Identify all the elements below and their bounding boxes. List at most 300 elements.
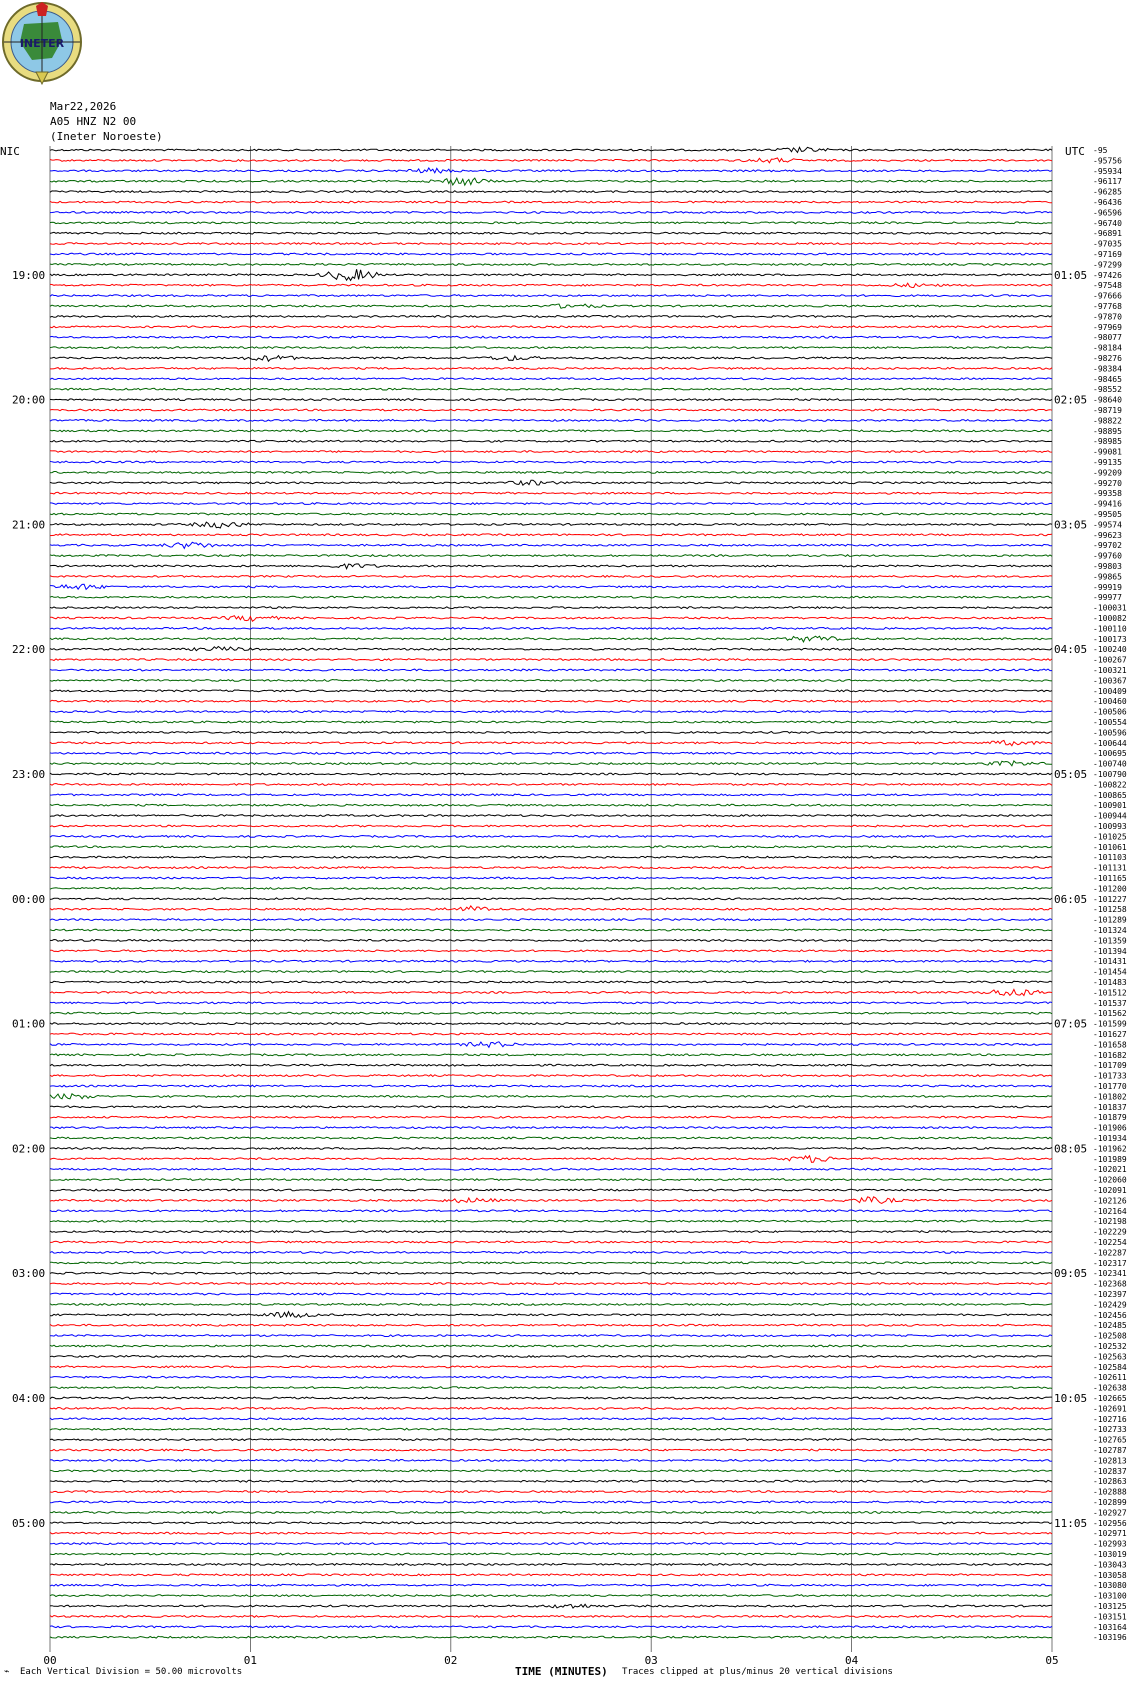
trace-line [50, 503, 1052, 505]
trace-offset-label: -101837 [1093, 1102, 1127, 1112]
trace-offset-label: -101512 [1093, 988, 1127, 998]
trace-line [50, 564, 1052, 569]
trace-line [50, 1480, 1052, 1482]
trace-offset-label: -102060 [1093, 1175, 1127, 1185]
x-tick-label: 03 [644, 1654, 658, 1667]
trace-offset-label: -99702 [1093, 541, 1122, 551]
trace-offset-label: -102691 [1093, 1404, 1127, 1414]
trace-offset-label: -102532 [1093, 1342, 1127, 1351]
trace-offset-label: -102638 [1093, 1383, 1127, 1393]
trace-offset-label: -96436 [1093, 198, 1122, 207]
trace-line [50, 1543, 1052, 1545]
trace-line [50, 1397, 1052, 1399]
trace-offset-label: -102665 [1093, 1394, 1127, 1403]
trace-line [50, 522, 1052, 528]
trace-offset-label: -98719 [1093, 406, 1122, 415]
trace-line [50, 1137, 1052, 1139]
trace-offset-label: -96117 [1093, 177, 1122, 187]
trace-offset-label: -99505 [1093, 510, 1122, 519]
trace-offset-label: -99803 [1093, 562, 1122, 571]
trace-offset-label: -102198 [1093, 1217, 1127, 1227]
clip-note: Traces clipped at plus/minus 20 vertical divisions [622, 1667, 893, 1677]
trace-offset-label: -101627 [1093, 1030, 1127, 1039]
trace-line [50, 1584, 1052, 1586]
trace-line [50, 492, 1052, 494]
trace-offset-label: -97426 [1093, 270, 1122, 280]
trace-line [50, 253, 1052, 255]
trace-line [50, 1626, 1052, 1628]
trace-offset-label: -102254 [1093, 1238, 1127, 1247]
trace-offset-label: -101682 [1093, 1050, 1127, 1060]
network-name: (Ineter Noroeste) [50, 130, 163, 143]
trace-line [50, 898, 1052, 900]
trace-line [50, 1387, 1052, 1389]
trace-line [50, 1418, 1052, 1420]
trace-line [50, 1553, 1052, 1555]
trace-line [50, 669, 1052, 671]
trace-offset-label: -101709 [1093, 1061, 1127, 1071]
trace-offset-label: -100596 [1093, 728, 1127, 738]
trace-line [50, 700, 1052, 702]
trace-line [50, 201, 1052, 203]
trace-offset-label: -100695 [1093, 749, 1127, 759]
trace-line [50, 1106, 1052, 1108]
trace-offset-label: -101165 [1093, 874, 1127, 883]
trace-line [50, 232, 1052, 234]
trace-offset-label: -103058 [1093, 1570, 1127, 1580]
trace-offset-label: -100901 [1093, 801, 1127, 811]
trace-offset-label: -102091 [1093, 1186, 1127, 1195]
trace-line [50, 1335, 1052, 1337]
trace-offset-label: -102563 [1093, 1352, 1127, 1362]
trace-offset-label: -99623 [1093, 530, 1122, 540]
trace-offset-label: -101733 [1093, 1071, 1127, 1081]
trace-line [50, 628, 1052, 630]
trace-offset-label: -102837 [1093, 1466, 1127, 1476]
trace-offset-label: -102716 [1093, 1414, 1127, 1424]
trace-offset-label: -101200 [1093, 884, 1127, 894]
trace-offset-label: -99081 [1093, 447, 1122, 457]
trace-offset-label: -102341 [1093, 1269, 1127, 1279]
x-tick-label: 00 [43, 1654, 57, 1667]
trace-line [50, 1127, 1052, 1129]
trace-line [50, 461, 1052, 463]
trace-offset-label: -101258 [1093, 905, 1127, 915]
trace-line [50, 222, 1052, 224]
trace-offset-label: -97169 [1093, 250, 1122, 259]
trace-line [50, 659, 1052, 661]
trace-line [50, 1241, 1052, 1243]
trace-offset-label: -101962 [1093, 1144, 1127, 1154]
trace-offset-label: -101289 [1093, 915, 1127, 925]
trace-line [50, 616, 1052, 622]
trace-line [50, 1324, 1052, 1326]
trace-line [50, 740, 1052, 745]
trace-offset-label: -97548 [1093, 281, 1122, 291]
trace-group [50, 147, 1052, 1638]
trace-offset-label: -97768 [1093, 302, 1122, 311]
trace-offset-label: -97969 [1093, 322, 1122, 332]
trace-offset-label: -101103 [1093, 853, 1127, 863]
local-hour-label: 22:00 [12, 643, 46, 657]
trace-offset-label: -102787 [1093, 1446, 1127, 1455]
trace-line [50, 1094, 1052, 1099]
trace-line [50, 555, 1052, 557]
trace-line [50, 1366, 1052, 1368]
trace-line [50, 1522, 1052, 1524]
trace-line [50, 378, 1052, 380]
trace-offset-label: -102813 [1093, 1456, 1127, 1466]
trace-line [50, 1189, 1052, 1191]
trace-line [50, 347, 1052, 349]
trace-offset-label: -99919 [1093, 582, 1122, 592]
local-hour-label: 20:00 [12, 393, 46, 407]
trace-line [50, 430, 1052, 432]
label-group [0, 145, 1127, 1667]
trace-offset-label: -103100 [1093, 1591, 1127, 1601]
trace-line [50, 1616, 1052, 1618]
trace-line [50, 989, 1052, 995]
trace-offset-label: -100173 [1093, 634, 1127, 644]
trace-line [50, 1064, 1052, 1066]
trace-line [50, 584, 1052, 589]
trace-line [50, 1564, 1052, 1566]
trace-line [50, 752, 1052, 754]
trace-line [50, 480, 1052, 485]
trace-offset-label: -96740 [1093, 218, 1122, 228]
trace-offset-label: -97299 [1093, 260, 1122, 270]
trace-line [50, 1220, 1052, 1222]
trace-line [50, 1636, 1052, 1638]
trace-line [50, 761, 1052, 766]
trace-offset-label: -99416 [1093, 499, 1122, 509]
trace-line [50, 1293, 1052, 1295]
trace-offset-label: -103125 [1093, 1602, 1127, 1611]
trace-offset-label: -101394 [1093, 946, 1127, 956]
trace-offset-label: -101359 [1093, 936, 1127, 946]
trace-line [50, 1210, 1052, 1212]
trace-offset-label: -101537 [1093, 998, 1127, 1008]
trace-line [50, 1197, 1052, 1204]
trace-offset-label: -100644 [1093, 738, 1127, 748]
trace-line [50, 1460, 1052, 1462]
trace-offset-label: -101131 [1093, 863, 1127, 873]
trace-line [50, 440, 1052, 442]
trace-line [50, 784, 1052, 786]
trace-line [50, 1168, 1052, 1170]
trace-offset-label: -98552 [1093, 385, 1122, 395]
trace-line [50, 981, 1052, 983]
trace-line [50, 368, 1052, 370]
trace-line [50, 243, 1052, 245]
trace-offset-label: -96596 [1093, 208, 1122, 218]
trace-offset-label: -99574 [1093, 520, 1122, 530]
trace-line [50, 1439, 1052, 1441]
trace-offset-label: -100740 [1093, 759, 1127, 769]
trace-offset-label: -99209 [1093, 468, 1122, 478]
trace-offset-label: -100993 [1093, 822, 1127, 831]
trace-line [50, 269, 1052, 280]
trace-line [50, 576, 1052, 578]
trace-line [50, 316, 1052, 318]
trace-offset-label: -101879 [1093, 1113, 1127, 1123]
trace-line [50, 711, 1052, 713]
trace-offset-label: -101061 [1093, 842, 1127, 852]
trace-line [50, 1428, 1052, 1430]
trace-line [50, 960, 1052, 962]
local-hour-label: 00:00 [12, 892, 46, 906]
trace-offset-label: -98895 [1093, 426, 1122, 436]
trace-line [50, 304, 1052, 308]
trace-line [50, 732, 1052, 734]
logo-text: INETER [19, 37, 65, 50]
trace-offset-label: -102368 [1093, 1279, 1127, 1289]
trace-offset-label: -98276 [1093, 354, 1122, 363]
trace-offset-label: -102021 [1093, 1165, 1127, 1175]
local-hour-label: 02:00 [12, 1142, 46, 1156]
x-tick-label: 02 [444, 1654, 458, 1667]
trace-line [50, 1033, 1052, 1035]
trace-line [50, 1272, 1052, 1274]
trace-offset-label: -103019 [1093, 1550, 1127, 1559]
trace-line [50, 815, 1052, 817]
trace-offset-label: -102765 [1093, 1435, 1127, 1445]
trace-offset-label: -98985 [1093, 437, 1122, 447]
trace-offset-label: -101658 [1093, 1040, 1127, 1050]
trace-line [50, 596, 1052, 598]
scale-note: Each Vertical Division = 50.00 microvolts [20, 1667, 243, 1677]
trace-line [50, 451, 1052, 453]
trace-line [50, 1408, 1052, 1410]
trace-offset-label: -100321 [1093, 666, 1127, 675]
trace-offset-label: -100944 [1093, 811, 1127, 821]
trace-offset-label: -100110 [1093, 624, 1127, 634]
trace-line [50, 1532, 1052, 1534]
trace-offset-label: -101454 [1093, 967, 1127, 977]
trace-offset-label: -102956 [1093, 1518, 1127, 1528]
trace-offset-label: -101770 [1093, 1082, 1127, 1091]
footer-marker: ⌁ [4, 1667, 10, 1677]
trace-line [50, 919, 1052, 921]
x-tick-label: 04 [844, 1654, 859, 1667]
trace-offset-label: -102317 [1093, 1258, 1127, 1268]
trace-offset-label: -100790 [1093, 770, 1127, 779]
trace-offset-label: -101599 [1093, 1019, 1127, 1029]
trace-offset-label: -99135 [1093, 458, 1122, 467]
trace-line [50, 1574, 1052, 1576]
trace-line [50, 1231, 1052, 1233]
trace-offset-label: -103151 [1093, 1612, 1127, 1622]
utc-hour-label: 02:05 [1054, 393, 1088, 407]
trace-offset-label: -100082 [1093, 614, 1127, 623]
trace-line [50, 1054, 1052, 1056]
trace-offset-label: -96891 [1093, 229, 1122, 239]
trace-offset-label: -103043 [1093, 1560, 1127, 1570]
trace-line [50, 356, 1052, 362]
local-hour-label: 23:00 [12, 768, 46, 781]
trace-offset-label: -100367 [1093, 676, 1127, 686]
trace-line [50, 399, 1052, 401]
local-hour-label: 21:00 [12, 518, 46, 532]
trace-line [50, 1470, 1052, 1472]
trace-line [50, 950, 1052, 952]
trace-line [50, 940, 1052, 942]
trace-line [50, 856, 1052, 858]
x-tick-label: 01 [243, 1654, 258, 1667]
station-code: A05 HNZ N2 00 [50, 115, 137, 128]
trace-line [50, 1002, 1052, 1004]
local-hour-label: 05:00 [12, 1516, 46, 1530]
trace-line [50, 1283, 1052, 1285]
trace-line [50, 542, 1052, 548]
trace-line [50, 158, 1052, 163]
trace-offset-label: -98184 [1093, 343, 1122, 353]
trace-line [50, 409, 1052, 411]
trace-offset-label: -102863 [1093, 1477, 1127, 1487]
utc-hour-label: 06:05 [1054, 892, 1088, 906]
trace-offset-label: -100506 [1093, 707, 1127, 717]
trace-line [50, 212, 1052, 214]
trace-offset-label: -102508 [1093, 1331, 1127, 1341]
trace-offset-label: -102971 [1093, 1529, 1127, 1539]
trace-offset-label: -98640 [1093, 395, 1122, 405]
trace-offset-label: -98465 [1093, 374, 1122, 384]
local-hour-label: 03:00 [12, 1267, 46, 1281]
trace-line [50, 1376, 1052, 1378]
trace-line [50, 1604, 1052, 1608]
trace-offset-label: -98077 [1093, 333, 1122, 343]
trace-line [50, 1449, 1052, 1451]
trace-line [50, 1262, 1052, 1264]
plot-date: Mar22,2026 [50, 100, 117, 113]
trace-line [50, 1023, 1052, 1025]
trace-line [50, 1075, 1052, 1077]
trace-line [50, 336, 1052, 338]
trace-offset-label: -103164 [1093, 1622, 1127, 1632]
trace-offset-label: -102888 [1093, 1487, 1127, 1497]
utc-hour-label: 05:05 [1054, 768, 1088, 781]
trace-line [50, 147, 1052, 152]
trace-line [50, 513, 1052, 515]
trace-line [50, 721, 1052, 723]
trace-offset-label: -97666 [1093, 291, 1122, 301]
trace-line [50, 888, 1052, 890]
trace-line [50, 1042, 1052, 1048]
trace-line [50, 846, 1052, 848]
trace-offset-label: -95756 [1093, 156, 1122, 166]
trace-offset-label: -98384 [1093, 364, 1122, 374]
trace-offset-label: -99358 [1093, 489, 1122, 499]
trace-line [50, 825, 1052, 827]
trace-line [50, 326, 1052, 328]
trace-line [50, 1156, 1052, 1163]
trace-line [50, 1501, 1052, 1503]
trace-line [50, 168, 1052, 173]
utc-hour-label: 10:05 [1054, 1392, 1088, 1405]
trace-offset-label: -102927 [1093, 1508, 1127, 1518]
trace-line [50, 836, 1052, 838]
local-time-header: NIC [0, 145, 20, 158]
trace-offset-label: -101802 [1093, 1092, 1127, 1102]
trace-offset-label: -100554 [1093, 718, 1127, 727]
local-hour-label: 01:00 [12, 1017, 46, 1031]
trace-line [50, 1356, 1052, 1358]
trace-line [50, 1304, 1052, 1306]
trace-offset-label: -96285 [1093, 187, 1122, 197]
trace-line [50, 1512, 1052, 1514]
trace-line [50, 690, 1052, 692]
trace-line [50, 1491, 1052, 1493]
trace-line [50, 1148, 1052, 1150]
trace-line [50, 295, 1052, 297]
trace-line [50, 773, 1052, 775]
trace-offset-label: -102485 [1093, 1321, 1127, 1331]
trace-offset-label: -102733 [1093, 1425, 1127, 1435]
trace-offset-label: -100822 [1093, 780, 1127, 790]
trace-line [50, 283, 1052, 287]
utc-time-header: UTC [1065, 145, 1085, 158]
trace-offset-label: -100240 [1093, 645, 1127, 655]
trace-line [50, 1312, 1052, 1318]
trace-offset-label: -97870 [1093, 312, 1122, 322]
trace-offset-label: -102611 [1093, 1373, 1127, 1383]
trace-offset-label: -103080 [1093, 1581, 1127, 1591]
trace-offset-label: -99270 [1093, 478, 1122, 488]
trace-offset-label: -95 [1093, 146, 1108, 155]
trace-line [50, 607, 1052, 609]
trace-line [50, 971, 1052, 973]
x-tick-label: 05 [1045, 1654, 1059, 1667]
trace-offset-label: -102126 [1093, 1196, 1127, 1206]
trace-line [50, 1085, 1052, 1087]
trace-offset-label: -100267 [1093, 655, 1127, 665]
trace-offset-label: -101989 [1093, 1154, 1127, 1164]
trace-line [50, 388, 1052, 390]
trace-offset-label: -99865 [1093, 572, 1122, 582]
trace-line [50, 680, 1052, 682]
trace-offset-label: -100409 [1093, 686, 1127, 696]
utc-hour-label: 03:05 [1054, 518, 1088, 532]
trace-line [50, 264, 1052, 266]
trace-offset-label: -99977 [1093, 593, 1122, 603]
trace-line [50, 534, 1052, 536]
trace-offset-label: -101934 [1093, 1134, 1127, 1143]
trace-offset-label: -102229 [1093, 1227, 1127, 1237]
trace-line [50, 877, 1052, 879]
x-axis-title: TIME (MINUTES) [515, 1665, 608, 1678]
trace-offset-label: -101324 [1093, 926, 1127, 935]
trace-line [50, 794, 1052, 796]
trace-offset-label: -101906 [1093, 1123, 1127, 1133]
trace-offset-label: -101562 [1093, 1009, 1127, 1019]
trace-offset-label: -102429 [1093, 1300, 1127, 1310]
trace-offset-label: -99760 [1093, 551, 1122, 561]
trace-offset-label: -102899 [1093, 1498, 1127, 1507]
trace-offset-label: -102584 [1093, 1362, 1127, 1372]
trace-offset-label: -103196 [1093, 1633, 1127, 1643]
trace-offset-label: -102397 [1093, 1290, 1127, 1299]
trace-line [50, 636, 1052, 642]
utc-hour-label: 08:05 [1054, 1142, 1088, 1156]
trace-line [50, 1595, 1052, 1597]
trace-line [50, 1012, 1052, 1014]
trace-line [50, 1345, 1052, 1347]
trace-offset-label: -95934 [1093, 166, 1122, 176]
trace-line [50, 867, 1052, 869]
trace-line [50, 191, 1052, 193]
trace-offset-label: -101025 [1093, 832, 1127, 842]
local-hour-label: 19:00 [12, 268, 46, 282]
